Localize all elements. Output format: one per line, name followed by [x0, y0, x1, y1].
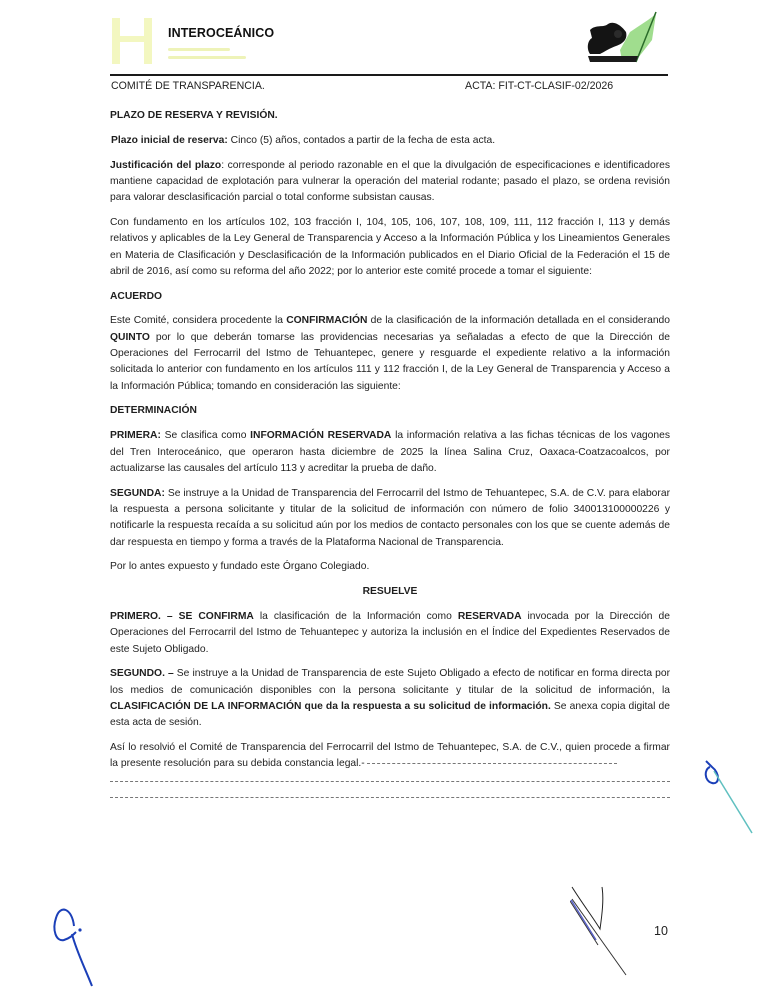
- acuerdo-text: por lo que deberán tomarse las providencias necesarias ya señaladas a efecto de que la Dirección de Operaciones del Ferrocarril del Istmo de Tehuantepec, genere y resguarde el expediente relativo a la información solicitada lo anterior con fundamento en los artículos 111 y 112 fracción I, de la Ley General de Transparencia y Acceso a la Información Pública; tomando en consideración las siguiente:: [110, 331, 670, 392]
- segunda-label: SEGUNDA:: [110, 487, 165, 499]
- paragraph-segundo: [110, 666, 670, 731]
- paragraph-primera: [110, 428, 670, 477]
- logo-subtitle-line: [168, 56, 246, 59]
- paragraph-cierre: [110, 740, 670, 773]
- justificacion-text: : corresponde al periodo razonable en el que la divulgación de especificaciones e identificadores mantiene capacidad de explotación para vulnerar la operación del material rodante; pasado el plazo, se ordena revisión para valorar desclasificación parcial o total conforme subsistan causas.: [110, 159, 670, 204]
- primero-label: PRIMERO. – SE CONFIRMA: [110, 610, 254, 622]
- section-heading-acuerdo: ACUERDO: [110, 290, 163, 302]
- acta-number: ACTA: FIT-CT-CLASIF-02/2026: [465, 80, 614, 92]
- acuerdo-text: de la clasificación de la información detallada en el considerando: [367, 315, 670, 327]
- primero-text: invocada por la Dirección de Operaciones del Ferrocarril del Istmo de Tehuantepec y autoriza la inclusión en el Índice del Expedientes Reservados de este Sujeto Obligado.: [110, 610, 670, 655]
- document-body: [110, 108, 670, 805]
- primera-bold-reservada: INFORMACIÓN RESERVADA: [250, 430, 392, 442]
- paragraph-primero: [110, 609, 670, 658]
- justificacion-label: Justificación del plazo: [110, 159, 222, 171]
- primero-bold-reservada: RESERVADA: [457, 610, 522, 622]
- page-number: 10: [654, 924, 668, 938]
- segundo-label: SEGUNDO. –: [110, 668, 174, 680]
- dashed-fill-line: [367, 763, 617, 764]
- flag-emblem-icon: [582, 10, 664, 65]
- plazo-inicial-label: Plazo inicial de reserva:: [111, 134, 228, 146]
- cierre-text: Así lo resolvió el Comité de Transparencia del Ferrocarril del Istmo de Tehuantepec, S.A. de C.V., quien procede a firmar la presente resolución para su debida constancia legal.-: [110, 742, 670, 770]
- interoceanico-logo: [112, 18, 275, 68]
- committee-label: COMITÉ DE TRANSPARENCIA.: [111, 80, 265, 92]
- paragraph-expuesto: Por lo antes expuesto y fundado este Órgano Colegiado.: [110, 561, 370, 573]
- section-heading-determinacion: DETERMINACIÓN: [110, 405, 197, 417]
- segundo-text: Se anexa copia digital de esta acta de sesión.: [110, 700, 670, 729]
- primera-text: la información relativa a las fichas técnicas de los vagones del Tren Interoceánico, que operaron hasta diciembre de 2025 la línea Salina Cruz, Oaxaca-Coatzacoalcos, por actualizarse las causales del artículo 113 y acreditar la prueba de daño.: [110, 430, 670, 474]
- paragraph-fundamento: Con fundamento en los artículos 102, 103 fracción I, 104, 105, 106, 107, 108, 109, 111, 112 fracción I, 113 y demás relativos y aplicables de la Ley General de Transparencia y Acceso a la Información Pública y los Lineamientos Generales en Materia de Clasificación y Desclasificación de la Información publicados en el Diario Oficial de la Federación el 15 de abril de 2016, así como su reforma del año 2022; por lo anterior este comité procede a tomar el siguiente:: [110, 216, 670, 277]
- segunda-text: Se instruye a la Unidad de Transparencia del Ferrocarril del Istmo de Tehuantepec, S.A. de C.V. para elaborar la respuesta a persona solicitante y titular de la solicitud de información con número de folio 340013100000226 y notificarle la respuesta recaída a su solicitud aún por los medios de contacto personales con los que se cuente además de dar respuesta en tiempo y forma a través de la Plataforma Nacional de Transparencia.: [110, 487, 670, 548]
- logo-subtitle-line: [168, 48, 230, 51]
- segundo-bold-clasificacion: CLASIFICACIÓN DE LA INFORMACIÓN que da la respuesta a su solicitud de información.: [110, 700, 551, 712]
- acuerdo-text: Este Comité, considera procedente la: [110, 315, 287, 327]
- signature-margin-right-icon: [700, 755, 760, 835]
- acuerdo-bold-quinto: QUINTO: [110, 331, 150, 343]
- header-divider: [110, 74, 668, 76]
- primero-text: la clasificación de la Información como: [253, 610, 458, 622]
- section-heading-resuelve: RESUELVE: [362, 586, 418, 598]
- logo-h-mark-icon: [112, 18, 156, 64]
- primera-label: PRIMERA:: [110, 430, 161, 442]
- signature-black-center-icon: [570, 885, 645, 980]
- signature-blue-left-icon: [50, 900, 100, 990]
- segundo-text: Se instruye a la Unidad de Transparencia de este Sujeto Obligado a efecto de notificar en forma directa por los medios de comunicación disponibles con la persona solicitante y titular de la solicitud de información, la: [110, 668, 670, 696]
- paragraph-justificacion: [110, 158, 670, 207]
- paragraph-plazo-inicial: [110, 133, 670, 149]
- paragraph-acuerdo: [110, 313, 670, 394]
- paragraph-segunda: [110, 486, 670, 551]
- primera-text: Se clasifica como: [160, 430, 251, 442]
- dashed-fill-line: [110, 789, 670, 805]
- logo-title: INTEROCEÁNICO: [168, 26, 275, 40]
- plazo-inicial-text: Cinco (5) años, contados a partir de la fecha de esta acta.: [227, 134, 496, 146]
- section-heading-plazo: PLAZO DE RESERVA Y REVISIÓN.: [110, 110, 278, 121]
- acuerdo-bold-confirmacion: CONFIRMACIÓN: [286, 315, 368, 327]
- dashed-fill-line: [110, 773, 670, 789]
